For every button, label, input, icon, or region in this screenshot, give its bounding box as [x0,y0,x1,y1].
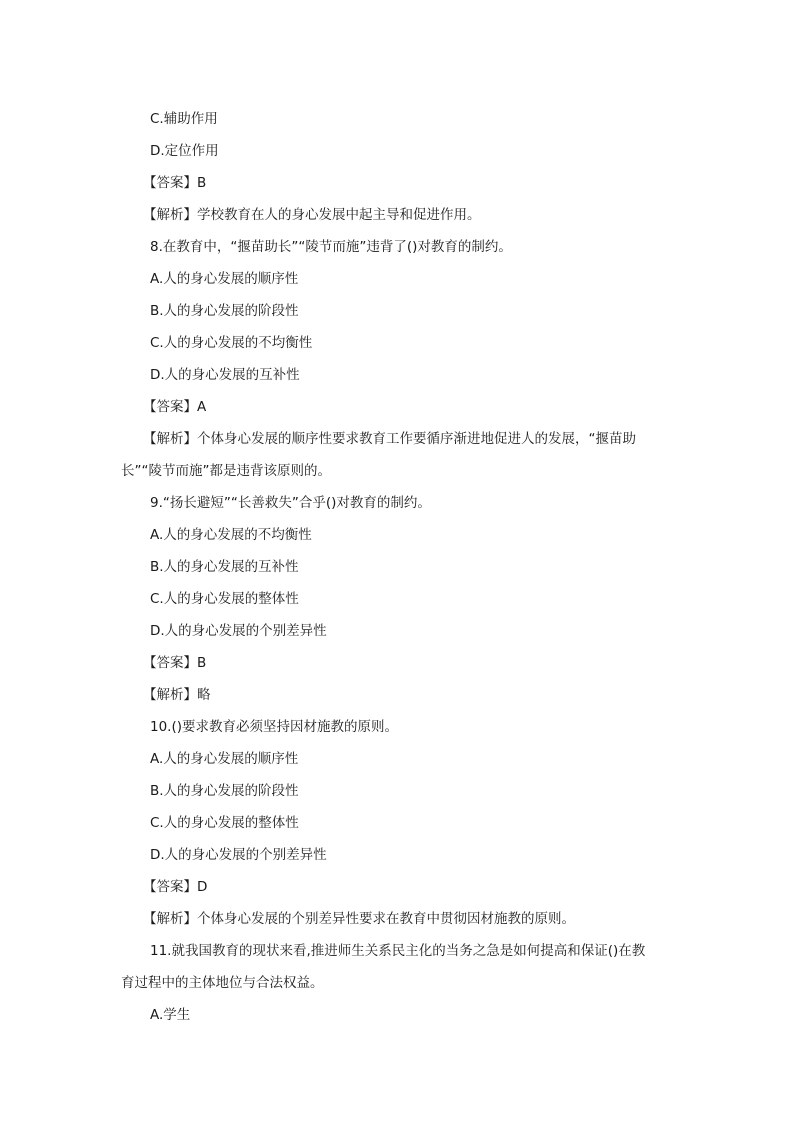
option-c-line: C.辅助作用 [150,111,218,127]
option-d-line: D.定位作用 [150,143,219,159]
option-d-line: D.人的身心发展的个别差异性 [150,623,327,639]
option-a-line: A.人的身心发展的顺序性 [150,751,299,767]
option-b-line: B.人的身心发展的阶段性 [150,303,299,319]
option-b-line: B.人的身心发展的互补性 [150,559,299,575]
option-d-line: D.人的身心发展的互补性 [150,367,300,383]
option-a-line: A.人的身心发展的不均衡性 [150,527,312,543]
question-11-line: 11.就我国教育的现状来看,推进师生关系民主化的当务之急是如何提高和保证()在教 [150,943,646,959]
question-8-line: 8.在教育中，“揠苗助长”“陵节而施”违背了()对教育的制约。 [150,239,512,255]
answer-line: 【答案】D [143,879,208,895]
explanation-line: 【解析】学校教育在人的身心发展中起主导和促进作用。 [143,207,481,223]
option-c-line: C.人的身心发展的不均衡性 [150,335,313,351]
explanation-line: 【解析】略 [143,687,211,703]
option-b-line: B.人的身心发展的阶段性 [150,783,299,799]
explanation-line: 【解析】个体身心发展的个别差异性要求在教育中贯彻因材施教的原则。 [143,911,575,927]
answer-line: 【答案】A [143,399,207,415]
option-a-line: A.人的身心发展的顺序性 [150,271,299,287]
option-d-line: D.人的身心发展的个别差异性 [150,847,327,863]
option-c-line: C.人的身心发展的整体性 [150,591,299,607]
explanation-continuation-line: 长”“陵节而施”都是违背该原则的。 [121,463,331,479]
question-continuation-line: 育过程中的主体地位与合法权益。 [121,975,324,991]
explanation-line: 【解析】个体身心发展的顺序性要求教育工作要循序渐进地促进人的发展，“揠苗助 [143,431,636,447]
option-c-line: C.人的身心发展的整体性 [150,815,299,831]
answer-line: 【答案】B [143,655,207,671]
option-a-line: A.学生 [150,1007,191,1023]
question-9-line: 9.“扬长避短”“长善救失”合乎()对教育的制约。 [150,495,431,511]
question-10-line: 10.()要求教育必须坚持因材施教的原则。 [150,719,399,735]
answer-line: 【答案】B [143,175,207,191]
